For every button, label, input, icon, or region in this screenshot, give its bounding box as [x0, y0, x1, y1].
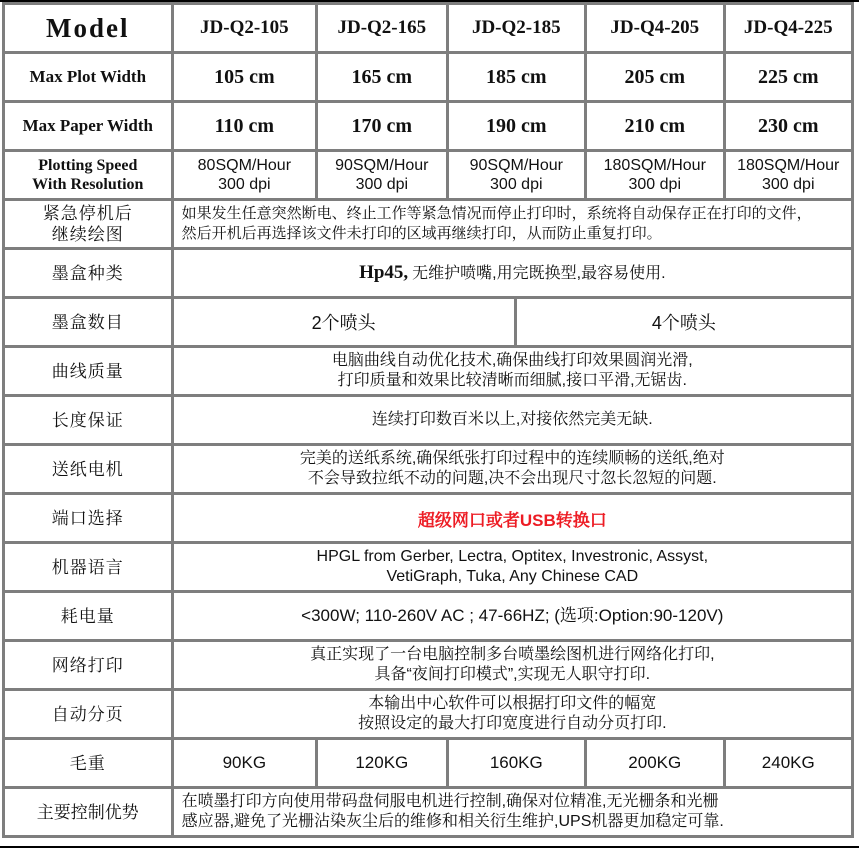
row-language [4, 543, 853, 592]
control-advantage-content: 在喷墨打印方向使用带码盘伺服电机进行控制,确保对位精准,无光栅条和光栅 感应器,避免了光栅沾染灰尘后的维修和相关衍生维护,UPS机器更加稳定可靠. [172, 788, 852, 837]
row-max-paper-width [4, 102, 853, 151]
cartridge-count-cell-2: 4个喷头 [515, 298, 852, 347]
row-paper-feed [4, 445, 853, 494]
row-gross-weight [4, 739, 853, 788]
row-control-advantage [4, 788, 853, 837]
row-label-speed: Plotting Speed With Resolution [4, 151, 173, 200]
row-label-control-advantage: 主要控制优势 [4, 788, 173, 837]
plot-width-cell-2: 165 cm [317, 53, 447, 102]
bottom-rule [0, 846, 859, 848]
row-label-plot-width: Max Plot Width [4, 53, 173, 102]
auto-pagination-content: 本输出中心软件可以根据打印文件的幅宽 按照设定的最大打印宽度进行自动分页打印. [172, 690, 852, 739]
paper-width-cell-4: 210 cm [586, 102, 724, 151]
row-model [4, 4, 853, 53]
plot-width-cell-4: 205 cm [586, 53, 724, 102]
row-resume-plot [4, 200, 853, 249]
row-label-curve-quality: 曲线质量 [4, 347, 173, 396]
row-label-cartridge-type: 墨盒种类 [4, 249, 173, 298]
network-print-content: 真正实现了一台电脑控制多台喷墨绘图机进行网络化打印, 具备“夜间打印模式”,实现无人职守打印. [172, 641, 852, 690]
row-label-resume: 紧急停机后 继续绘图 [4, 200, 173, 249]
row-curve-quality [4, 347, 853, 396]
plot-width-cell-1: 105 cm [172, 53, 317, 102]
row-length-guarantee [4, 396, 853, 445]
paper-width-cell-1: 110 cm [172, 102, 317, 151]
plot-width-cell-5: 225 cm [724, 53, 853, 102]
cartridge-type-content: Hp45, 无维护喷嘴,用完既换型,最容易使用. [172, 249, 852, 298]
paper-feed-content: 完美的送纸系统,确保纸张打印过程中的连续顺畅的送纸,绝对 不会导致拉纸不动的问题,决不会出现尺寸忽长忽短的问题. [172, 445, 852, 494]
row-label-auto-pagination: 自动分页 [4, 690, 173, 739]
row-cartridge-type [4, 249, 853, 298]
row-max-plot-width [4, 53, 853, 102]
row-label-paper-width: Max Paper Width [4, 102, 173, 151]
row-label-length-guarantee: 长度保证 [4, 396, 173, 445]
row-label-language: 机器语言 [4, 543, 173, 592]
model-cell-2: JD-Q2-165 [317, 4, 447, 53]
ports-content: 超级网口或者USB转换口 [172, 494, 852, 543]
row-label-gross-weight: 毛重 [4, 739, 173, 788]
cartridge-count-cell-1: 2个喷头 [172, 298, 515, 347]
row-label-ports: 端口选择 [4, 494, 173, 543]
language-content: HPGL from Gerber, Lectra, Optitex, Investronic, Assyst, VetiGraph, Tuka, Any Chinese CAD [172, 543, 852, 592]
length-guarantee-content: 连续打印数百米以上,对接依然完美无缺. [172, 396, 852, 445]
speed-cell-3: 90SQM/Hour 300 dpi [447, 151, 585, 200]
paper-width-cell-3: 190 cm [447, 102, 585, 151]
paper-width-cell-2: 170 cm [317, 102, 447, 151]
hp45-text: Hp45, [359, 261, 409, 283]
speed-cell-4: 180SQM/Hour 300 dpi [586, 151, 724, 200]
row-plotting-speed [4, 151, 853, 200]
power-content: <300W; 110-260V AC ; 47-66HZ; (选项:Option:90-120V) [172, 592, 852, 641]
resume-content: 如果发生任意突然断电、终止工作等紧急情况而停止打印时，系统将自动保存正在打印的文件， 然后开机后再选择该文件未打印的区域再继续打印，从而防止重复打印。 [172, 200, 852, 249]
row-power [4, 592, 853, 641]
model-cell-1: JD-Q2-105 [172, 4, 317, 53]
row-label-network-print: 网络打印 [4, 641, 173, 690]
model-cell-3: JD-Q2-185 [447, 4, 585, 53]
model-cell-5: JD-Q4-225 [724, 4, 853, 53]
row-label-cartridge-count: 墨盒数目 [4, 298, 173, 347]
paper-width-cell-5: 230 cm [724, 102, 853, 151]
row-auto-pagination [4, 690, 853, 739]
speed-cell-5: 180SQM/Hour 300 dpi [724, 151, 853, 200]
row-label-model: Model [4, 4, 173, 53]
weight-cell-3: 160KG [447, 739, 585, 788]
row-label-power: 耗电量 [4, 592, 173, 641]
row-cartridge-count [4, 298, 853, 347]
row-ports [4, 494, 853, 543]
weight-cell-4: 200KG [586, 739, 724, 788]
row-label-paper-feed: 送纸电机 [4, 445, 173, 494]
curve-quality-content: 电脑曲线自动优化技术,确保曲线打印效果圆润光滑, 打印质量和效果比较清晰而细腻,接口平滑,无锯齿. [172, 347, 852, 396]
row-network-print [4, 641, 853, 690]
spec-table [2, 2, 854, 838]
plot-width-cell-3: 185 cm [447, 53, 585, 102]
weight-cell-1: 90KG [172, 739, 317, 788]
weight-cell-2: 120KG [317, 739, 447, 788]
model-cell-4: JD-Q4-205 [586, 4, 724, 53]
weight-cell-5: 240KG [724, 739, 853, 788]
speed-cell-2: 90SQM/Hour 300 dpi [317, 151, 447, 200]
speed-cell-1: 80SQM/Hour 300 dpi [172, 151, 317, 200]
